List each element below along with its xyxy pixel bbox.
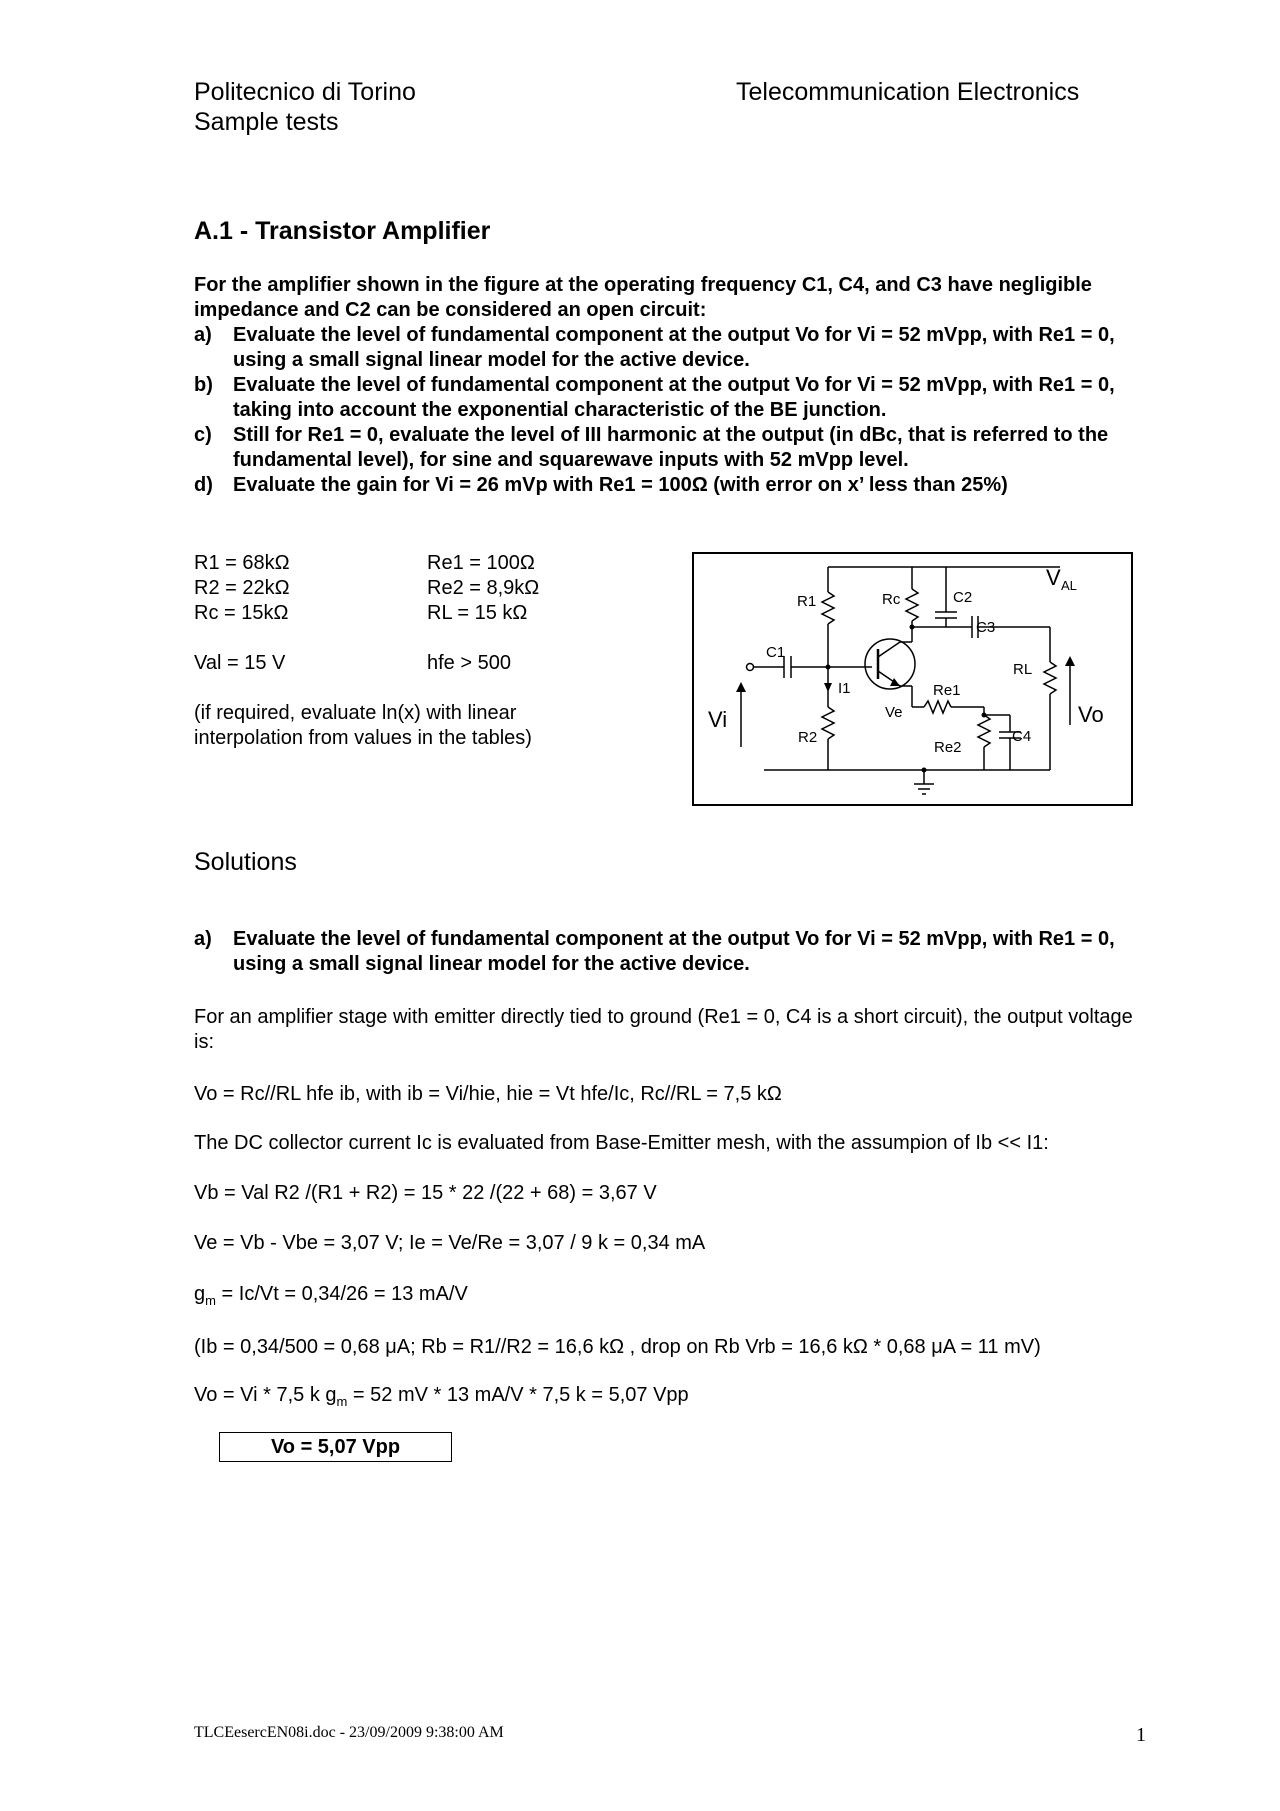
result-text: Vo = 5,07 Vpp (270, 1436, 401, 1458)
label-c1: C1 (766, 644, 786, 661)
label-rc: Rc (882, 591, 901, 608)
label-ve: Ve (885, 704, 903, 721)
item-label: a) (194, 928, 212, 950)
rl-resistor (1044, 662, 1056, 694)
i1-arrowhead (824, 683, 832, 692)
solution-a-question (194, 927, 1144, 977)
problem-item-b (194, 373, 1144, 423)
item-label: d) (194, 474, 213, 496)
label-c4: C4 (1012, 728, 1032, 745)
item-label: b) (194, 374, 213, 396)
circuit-diagram (692, 552, 1134, 807)
param-rc: Rc = 15kΩ (194, 602, 289, 624)
gm-sub: m (205, 1293, 216, 1308)
vo-sub: m (336, 1394, 348, 1409)
transistor-collector (878, 642, 900, 657)
gm-rest: = Ic/Vt = 0,34/26 = 13 mA/V (215, 1283, 468, 1305)
emitter-arrowhead (890, 678, 900, 686)
item-text: Still for Re1 = 0, evaluate the level of III harmonic at the output (in dBc, that is referred to the fundamental level), for sine and squarewave inputs with 52 mVpp level. (233, 424, 1109, 471)
equation-ve: Ve = Vb - Vbe = 3,07 V; Ie = Ve/Re = 3,07 / 9 k = 0,34 mA (194, 1232, 706, 1254)
item-text: Evaluate the level of fundamental component at the output Vo for Vi = 52 mVpp, with Re1 = 0, using a small signal linear model for the active device. (233, 928, 1115, 975)
problem-item-c (194, 423, 1144, 473)
equation-gm (194, 1282, 468, 1313)
solution-intro: For an amplifier stage with emitter directly tied to ground (Re1 = 0, C4 is a short circuit), the output voltage is: (194, 1006, 1133, 1053)
item-text: Evaluate the level of fundamental component at the output Vo for Vi = 52 mVpp, with Re1 = 0, using a small signal linear model for the active device. (233, 324, 1115, 371)
label-re1: Re1 (933, 682, 961, 699)
param-note-line2: interpolation from values in the tables) (194, 727, 532, 749)
r2-resistor (822, 707, 834, 739)
solutions-heading: Solutions (194, 848, 297, 876)
equation-vo-result (194, 1383, 689, 1414)
param-re2: Re2 = 8,9kΩ (427, 577, 540, 599)
label-vo: Vo (1078, 702, 1104, 727)
label-i1: I1 (838, 680, 851, 697)
re2-resistor (978, 715, 990, 747)
section-title: A.1 - Transistor Amplifier (194, 217, 491, 245)
param-note-line1: (if required, evaluate ln(x) with linear (194, 702, 517, 724)
label-r1: R1 (797, 593, 817, 610)
param-re1: Re1 = 100Ω (427, 552, 535, 574)
item-text: Evaluate the level of fundamental component at the output Vo for Vi = 52 mVpp, with Re1 = 0, taking into account the exponential characteristic of the BE junction. (233, 374, 1115, 421)
label-val-sub: AL (1061, 578, 1077, 593)
vi-arrowhead (736, 682, 746, 692)
item-text: Evaluate the gain for Vi = 26 mVp with Re1 = 100Ω (with error on x’ less than 25%) (233, 474, 1008, 496)
rc-resistor (906, 589, 918, 621)
param-rl: RL = 15 kΩ (427, 602, 528, 624)
param-r2: R2 = 22kΩ (194, 577, 290, 599)
footer-document-info: TLCEesercEN08i.doc - 23/09/2009 9:38:00 AM (194, 1724, 504, 1741)
dc-text: The DC collector current Ic is evaluated from Base-Emitter mesh, with the assumpion of Ib << I1: (194, 1132, 1049, 1154)
label-c3: C3 (976, 619, 996, 636)
problem-item-a (194, 323, 1144, 373)
label-val: V (1046, 565, 1061, 590)
gm-g: g (194, 1283, 206, 1305)
problem-item-d (194, 473, 1144, 498)
result-box (219, 1432, 452, 1462)
item-label: c) (194, 424, 212, 446)
vo-arrowhead (1065, 656, 1075, 666)
label-c2: C2 (953, 589, 973, 606)
equation-vo: Vo = Rc//RL hfe ib, with ib = Vi/hie, hie = Vt hfe/Ic, Rc//RL = 7,5 kΩ (194, 1083, 782, 1105)
header-course: Telecommunication Electronics (736, 78, 1080, 106)
param-r1: R1 = 68kΩ (194, 552, 290, 574)
equation-ib: (Ib = 0,34/500 = 0,68 μA; Rb = R1//R2 = 16,6 kΩ , drop on Rb Vrb = 16,6 kΩ * 0,68 μA = 11 mV) (194, 1336, 1041, 1358)
re1-resistor (924, 701, 951, 713)
label-r2: R2 (798, 729, 818, 746)
problem-statement (194, 273, 1144, 498)
item-label: a) (194, 324, 212, 346)
label-vi: Vi (708, 707, 728, 732)
page-number: 1 (1136, 1724, 1146, 1746)
label-rl: RL (1013, 661, 1033, 678)
param-val: Val = 15 V (194, 652, 286, 674)
r1-resistor (822, 592, 834, 624)
problem-intro: For the amplifier shown in the figure at the operating frequency C1, C4, and C3 have negligible impedance and C2 can be considered an open circuit: (194, 274, 1092, 321)
input-terminal (747, 664, 754, 671)
header-institution: Politecnico di Torino (194, 78, 416, 106)
header-subtitle: Sample tests (194, 108, 339, 136)
param-hfe: hfe > 500 (427, 652, 511, 674)
equation-vb: Vb = Val R2 /(R1 + R2) = 15 * 22 /(22 + 68) = 3,67 V (194, 1182, 657, 1204)
transistor-body (865, 639, 915, 689)
label-re2: Re2 (934, 739, 962, 756)
vo-pre: Vo = Vi * 7,5 k g (194, 1384, 337, 1406)
vo-post: = 52 mV * 13 mA/V * 7,5 k = 5,07 Vpp (347, 1384, 689, 1406)
